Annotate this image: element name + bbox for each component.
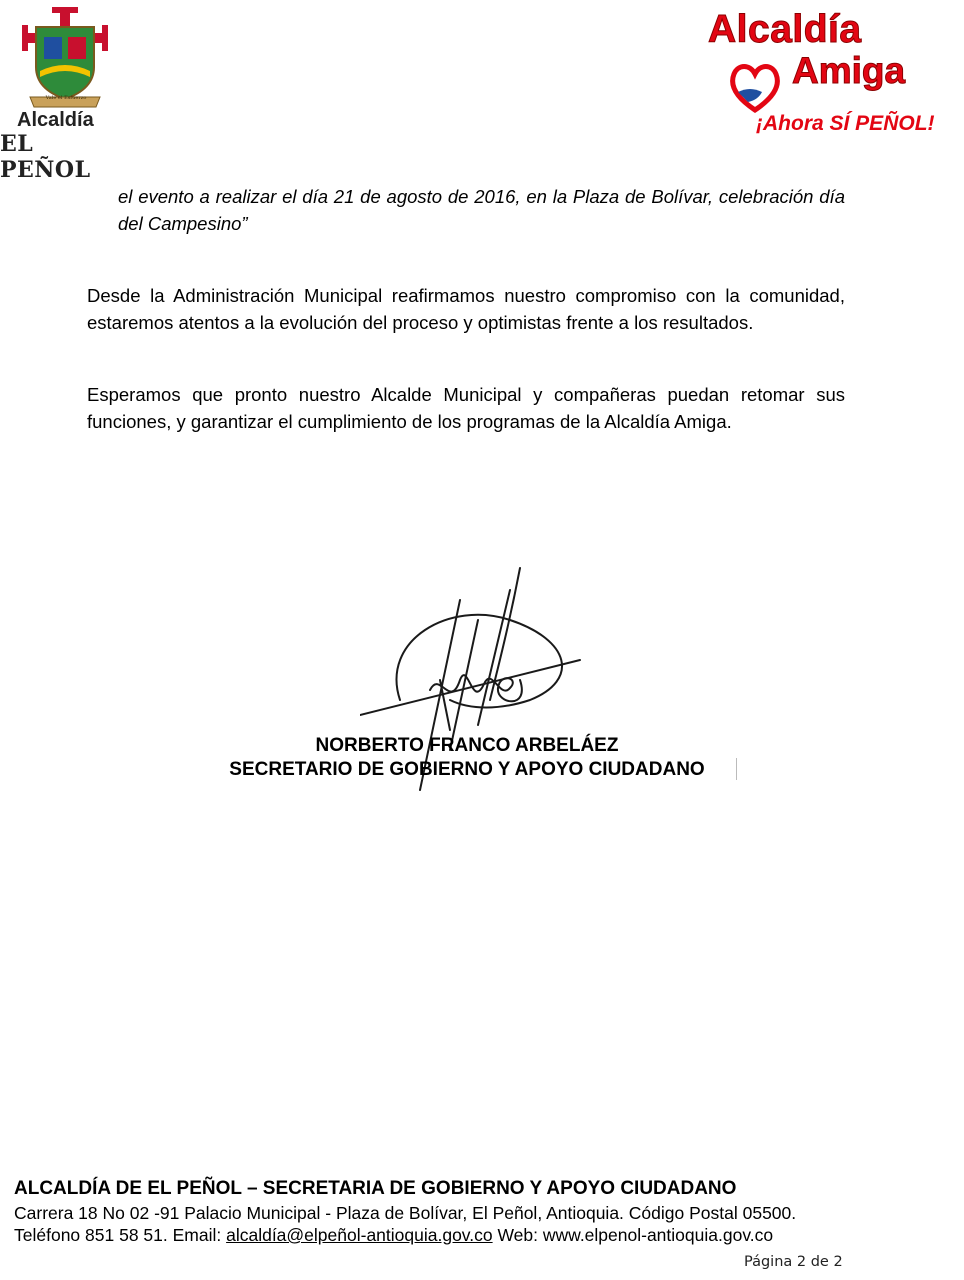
alcaldia-amiga-logo [704, 8, 964, 143]
footer-phone: Teléfono 851 58 51. Email: [14, 1225, 227, 1245]
footer-email-link[interactable]: alcaldía@elpeñol-antioquia.gov.co [226, 1225, 493, 1245]
signatory-name: NORBERTO FRANCO ARBELÁEZ [315, 735, 619, 756]
signatory-role: SECRETARIO DE GOBIERNO Y APOYO CIUDADANO [229, 759, 705, 780]
page-number: Página 2 de 2 [744, 1254, 843, 1270]
logo-alcaldia-label: Alcaldía [17, 109, 94, 131]
footer-web: www.elpenol-antioquia.gov.co [542, 1225, 774, 1245]
footer-title: ALCALDÍA DE EL PEÑOL – SECRETARIA DE GOBIERNO Y APOYO CIUDADANO [14, 1178, 737, 1199]
amiga-tagline: ¡Ahora SÍ PEÑOL! [756, 112, 935, 135]
text-cursor-mark [736, 758, 737, 780]
logo-town-label: EL PEÑOL [0, 131, 91, 183]
heart-hands-icon [728, 56, 782, 116]
footer-contact [14, 1225, 773, 1246]
footer-web-label: Web: [492, 1225, 543, 1245]
footer-address: Carrera 18 No 02 -91 Palacio Municipal - Plaza de Bolívar, El Peñol, Antioquia. Código Postal 05500. [14, 1203, 797, 1223]
amiga-logo-line1: Alcaldía [708, 8, 862, 51]
body-paragraph-1: Desde la Administración Municipal reafirmamos nuestro compromiso con la comunidad, estaremos atentos a la evolución del proceso y optimistas frente a los resultados. [87, 285, 845, 333]
amiga-logo-line2: Amiga [792, 50, 906, 91]
municipality-logo [0, 5, 130, 183]
body-paragraph-2: Esperamos que pronto nuestro Alcalde Municipal y compañeras puedan retomar sus funciones, y garantizar el cumplimiento de los programas de la Alcaldía Amiga. [87, 384, 845, 432]
motto-text: Vale el Esfuerzo [45, 95, 87, 101]
quoted-event-text: el evento a realizar el día 21 de agosto de 2016, en la Plaza de Bolívar, celebración día del Campesino” [118, 186, 845, 234]
